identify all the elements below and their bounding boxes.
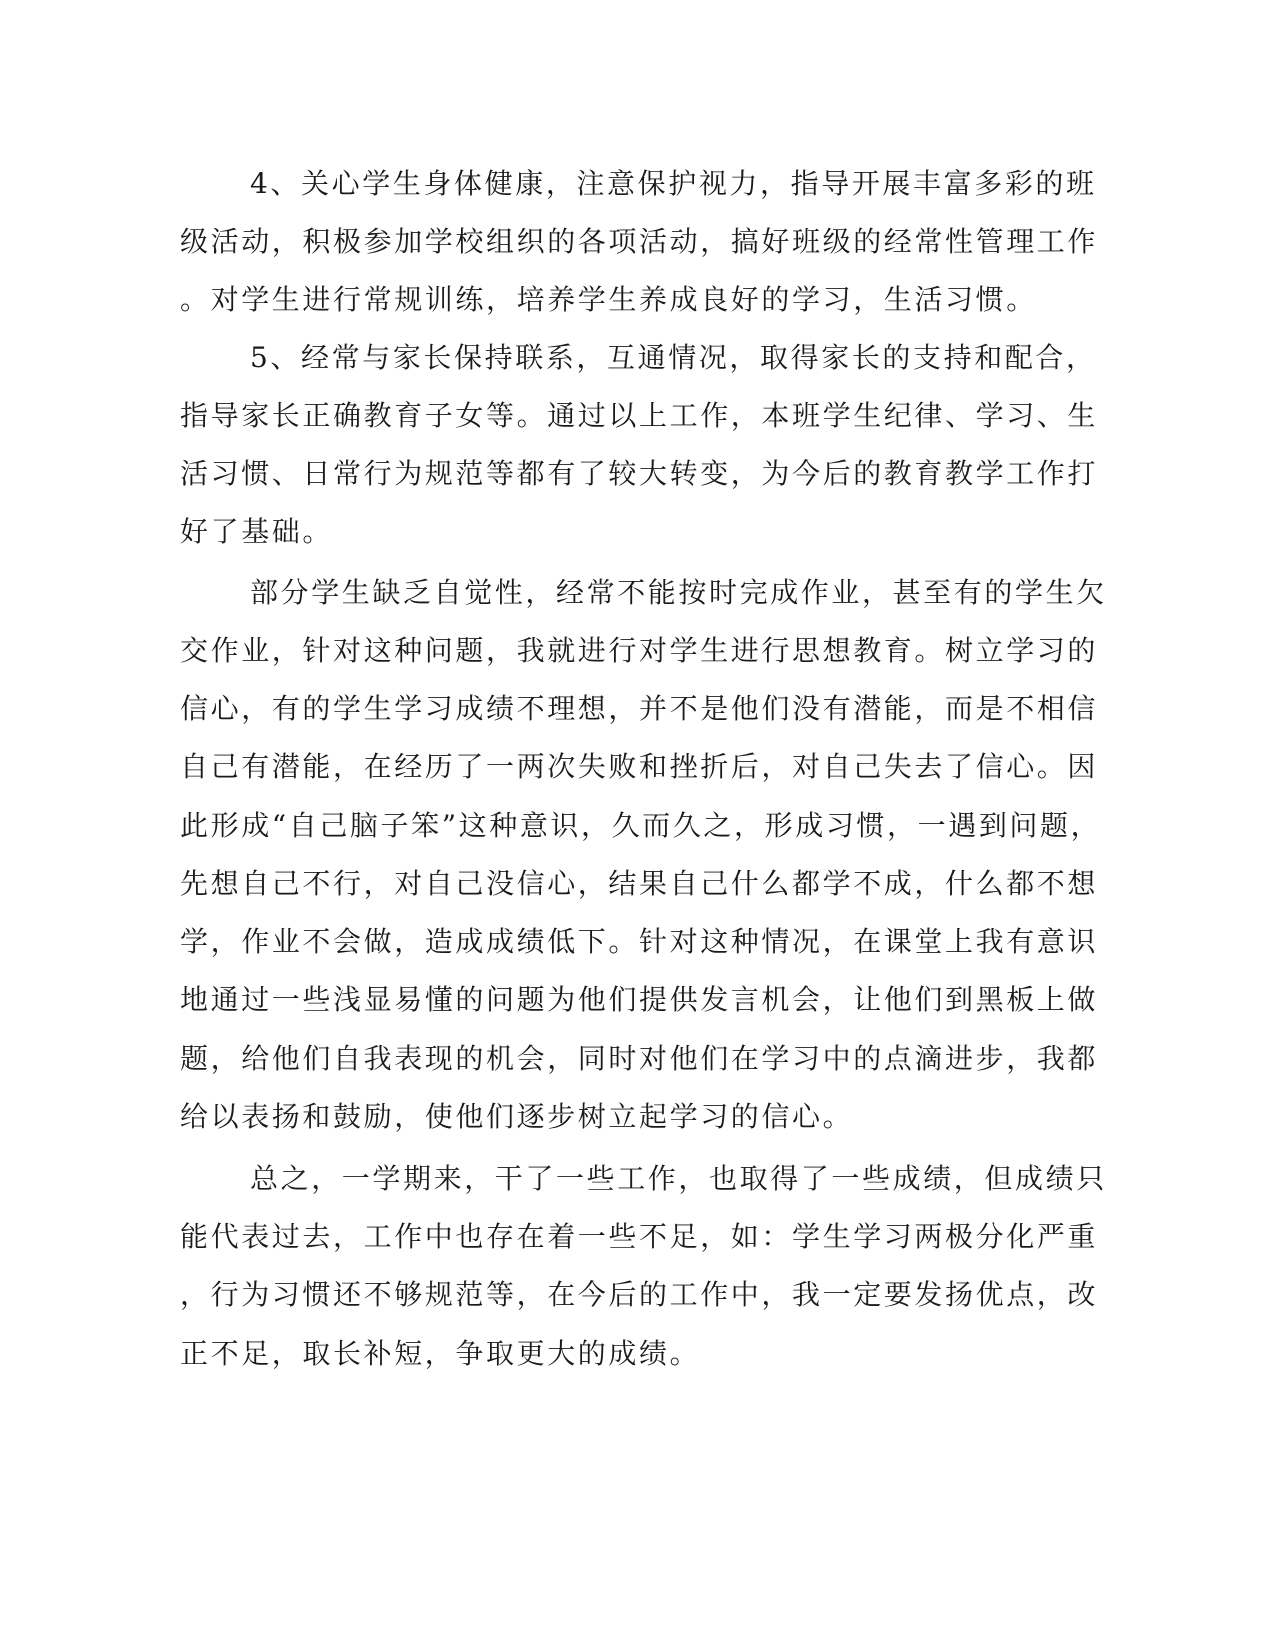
paragraph-line: 指导家长正确教育子女等。通过以上工作，本班学生纪律、学习、生 [180, 399, 1099, 432]
paragraph-line: 给以表扬和鼓励，使他们逐步树立起学习的信心。 [180, 1100, 854, 1133]
paragraph-line: 活习惯、日常行为规范等都有了较大转变，为今后的教育教学工作打 [180, 457, 1099, 490]
paragraph-line: 4、关心学生身体健康，注意保护视力，指导开展丰富多彩的班 [250, 167, 1097, 200]
paragraph-line: 能代表过去，工作中也存在着一些不足，如：学生学习两极分化严重 [180, 1220, 1099, 1253]
paragraph-line: 题，给他们自我表现的机会，同时对他们在学习中的点滴进步，我都 [180, 1042, 1099, 1075]
paragraph-line: 正不足，取长补短，争取更大的成绩。 [180, 1337, 701, 1370]
paragraph-line: 好了基础。 [180, 515, 334, 548]
paragraph-line: 。对学生进行常规训练，培养学生养成良好的学习，生活习惯。 [180, 283, 1037, 316]
paragraph-line: 级活动，积极参加学校组织的各项活动，搞好班级的经常性管理工作 [180, 225, 1099, 258]
paragraph-line: 此形成“自己脑子笨”这种意识，久而久之，形成习惯，一遇到问题， [180, 809, 1102, 842]
paragraph-line: 总之，一学期来，干了一些工作，也取得了一些成绩，但成绩只 [250, 1162, 1107, 1195]
paragraph-line: 部分学生缺乏自觉性，经常不能按时完成作业，甚至有的学生欠 [250, 576, 1107, 609]
paragraph-line: 信心，有的学生学习成绩不理想，并不是他们没有潜能，而是不相信 [180, 692, 1099, 725]
paragraph-line: 地通过一些浅显易懂的问题为他们提供发言机会，让他们到黑板上做 [180, 983, 1099, 1016]
paragraph-line: 学，作业不会做，造成成绩低下。针对这种情况，在课堂上我有意识 [180, 925, 1099, 958]
paragraph-line: 交作业，针对这种问题，我就进行对学生进行思想教育。树立学习的 [180, 634, 1099, 667]
paragraph-line: 先想自己不行，对自己没信心，结果自己什么都学不成，什么都不想 [180, 867, 1099, 900]
paragraph-line: 自己有潜能，在经历了一两次失败和挫折后，对自己失去了信心。因 [180, 750, 1099, 783]
paragraph-line: ，行为习惯还不够规范等，在今后的工作中，我一定要发扬优点，改 [180, 1278, 1099, 1311]
paragraph-line: 5、经常与家长保持联系，互通情况，取得家长的支持和配合， [250, 341, 1097, 374]
